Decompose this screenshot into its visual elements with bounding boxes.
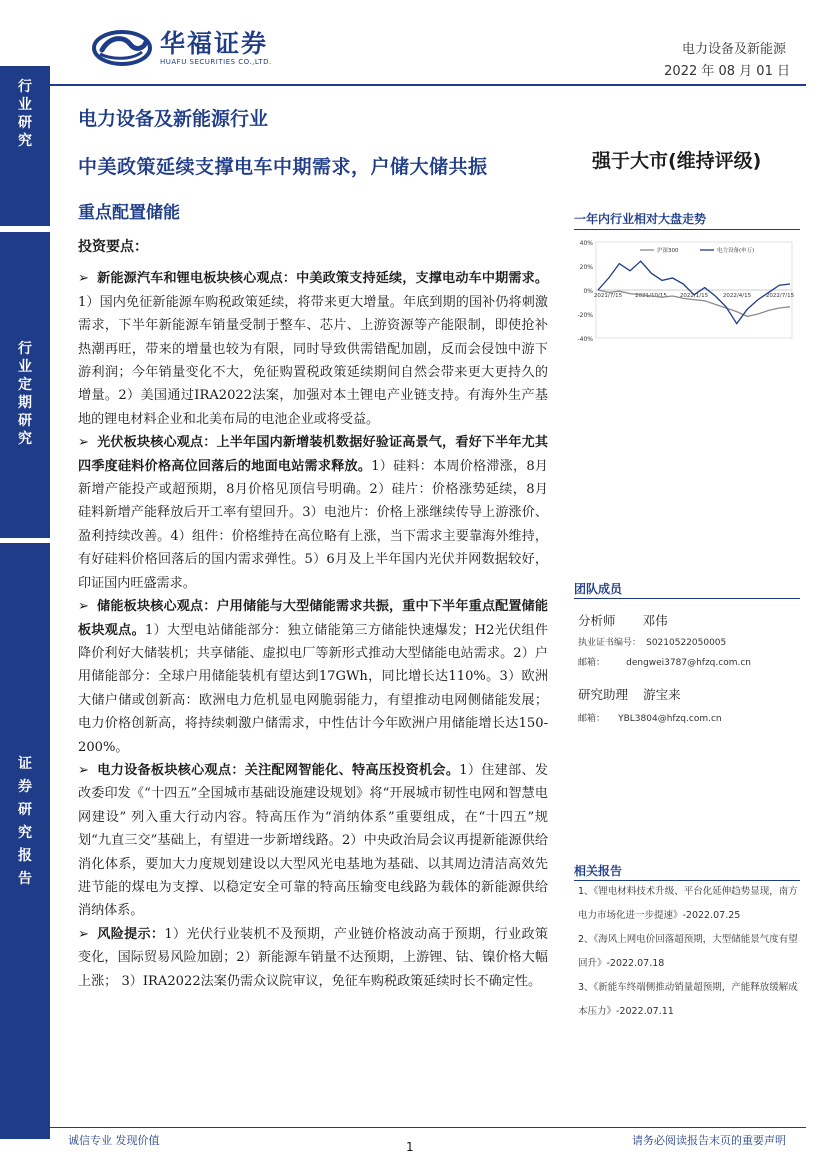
brand-logo [92,30,272,66]
point-energy-storage: ➢ 储能板块核心观点：户用储能与大型储能需求共振，重中下半年重点配置储能板块观点。1）大型电站储能部分：独立储能第三方储能快速爆发；H2光伏组件降价利好大储装机；共享储能、虚拟电厂等新形式推动大型储能电站需求。2）户用储能部分：全球户用储能装机有望达到17GWh，同比增长达110%。3）欧洲大储户储或创新高：欧洲电力危机显电网脆弱能力，有望推动电网侧储能发展；电力价格创新高，将持续刺激户储需求，中性估计今年欧洲户用储能增长达150-200%。 [78,599,548,755]
report-title-line2: 重点配置储能 [78,203,180,223]
header-divider [50,84,806,86]
point-ev-lithium: ➢ 新能源汽车和锂电板块核心观点：中美政策支持延续，支撑电动车中期需求。1）国内免征新能源车购税政策延续，将带来更大增量。年底到期的国补仍将刺激需求，下半年新能源车销量受制于整车、芯片、上游资源等产能限制，即使抢补热潮再旺，带来的增量也较为有限，同时导致供需错配加剧，反而会侵蚀中游下游利润；今年销量变化不大，免征购置税政策延续期间自然会带来更大更持久的增量。2）美国通过IRA2022法案，加强对本土锂电产业链支持。有海外生产基地的锂电材料企业和北美布局的电池企业或将受益。 [78,271,548,427]
bullet-arrow-icon: ➢ [78,762,89,778]
y-tick-label: 0% [583,288,593,295]
bullet-arrow-icon: ➢ [78,271,89,287]
bullet-arrow-icon: ➢ [78,435,89,451]
team-title-rule [574,598,800,599]
related-report-item[interactable]: 1、《锂电材料技术升级、平台化延伸趋势显现，南方电力市场化进一步提速》-2022.07.25 [578,886,798,921]
header-category: 电力设备及新能源 [681,42,786,57]
industry-title: 电力设备及新能源行业 [78,108,269,130]
section-title: 投资要点： [78,239,148,255]
footer-disclaimer: 请务必阅读报告末页的重要声明 [632,1134,786,1147]
assistant-role: 研究助理 [578,687,629,702]
team-title: 团队成员 [574,582,623,596]
chart-title-rule [574,229,800,230]
y-tick-label: -20% [577,312,593,319]
legend-label: 沪深300 [657,248,679,254]
related-report-item[interactable]: 2、《海风上网电价回落超预期，大型储能景气度有望回升》-2022.07.18 [578,934,798,969]
x-tick-label: 2022/4/15 [722,293,752,299]
logo-icon [92,30,152,66]
sidebar-tag-industry-research: 行 业 研 究 [0,66,50,226]
rating: 强于大市(维持评级) [592,150,762,172]
brand-name-cn: 华福证券 [160,29,269,58]
point-power-equipment: ➢ 电力设备板块核心观点：关注配网智能化、特高压投资机会。1）住建部、发改委印发《“十四五”全国城市基础设施建设规划》将“开展城市韧性电网和智慧电网建设” 列入重大行动内容。特高压作为“消纳体系”重要组成，在“十四五”规划“九直三交”基础上，有望进一步新增线路。2）中央政治局会议再提新能源供给消化体系，要加大力度规划建设以大型风光电基地为基础、以其周边清洁高效先进节能的煤电为支撑、以稳定安全可靠的特高压输变电线路为载体的新能源供给消纳体系。 [78,762,548,919]
bullet-arrow-icon: ➢ [78,599,89,615]
y-tick-label: 20% [579,264,593,271]
header-date: 2022 年 08 月 01 日 [664,64,790,79]
x-tick-label: 2022/7/15 [765,293,795,299]
related-title: 相关报告 [574,864,623,878]
analyst-cert-no: S0210522050005 [646,638,727,648]
y-tick-label: 40% [579,240,593,247]
y-tick-label: -40% [577,336,593,343]
investment-highlights [78,234,548,1134]
assistant-email-row: 邮箱： YBL3804@hfzq.com.cn [578,714,722,724]
chart-title: 一年内行业相对大盘走势 [574,212,707,226]
assistant-email[interactable]: YBL3804@hfzq.com.cn [618,714,722,724]
analyst-role: 分析师 [578,613,616,628]
brand-name-en: HUAFU SECURITIES CO.,LTD. [160,58,272,66]
bullet-arrow-icon: ➢ [78,926,89,942]
report-title-line1: 中美政策延续支撑电车中期需求，户储大储共振 [78,156,488,178]
footer-slogan: 诚信专业 发现价值 [68,1134,160,1147]
page-number: 1 [406,1140,414,1154]
sidebar-tag-securities-report: 证 券 研 究 报 告 [0,543,50,1139]
x-tick-label: 2021/10/15 [635,293,667,299]
sidebar-tag-periodic-research: 行 业 定 期 研 究 [0,232,50,538]
relative-performance-chart [566,236,802,344]
x-tick-label: 2021/7/15 [593,293,623,299]
analyst-name: 邓伟 [642,613,668,628]
analyst-cert-row: 执业证书编号： S0210522050005 [578,638,727,648]
x-tick-label: 2022/1/15 [679,293,709,299]
legend-label: 电力设备(申万) [717,248,755,254]
related-report-item[interactable]: 3、《新能车终端侧推动销量超预期，产能释放缓解成本压力》-2022.07.11 [578,982,798,1017]
assistant-row [578,684,681,703]
analyst-email-row: 邮箱： dengwei3787@hfzq.com.cn [578,658,751,668]
assistant-name: 游宝来 [643,687,681,702]
point-photovoltaic: ➢ 光伏板块核心观点：上半年国内新增装机数据好验证高景气，看好下半年尤其四季度硅料价格高位回落后的地面电站需求释放。1）硅料：本周价格滞涨，8月新增产能投产或超预期，8月价格见顶信号明确。2）硅片：价格涨势延续，8月硅料新增产能释放后开工率有望回升。3）电池片：价格上涨继续传导上游涨价、盈利持续改善。4）组件：价格维持在高位略有上涨，当下需求主要靠海外维持，有好硅料价格回落后的国内需求弹性。5）6月及上半年国内光伏并网数据较好，印证国内旺盛需求。 [78,435,548,591]
analyst-row [578,610,668,629]
sidebar [0,0,50,1169]
point-risk-warning: ➢ 风险提示：1）光伏行业装机不及预期，产业链价格波动高于预期，行业政策变化，国际贸易风险加剧；2）新能源车销量不达预期，上游锂、钴、镍价格大幅上涨； 3）IRA2022法案仍需众议院审议，免征车购税政策延续时长不确定性。 [78,926,548,989]
analyst-email[interactable]: dengwei3787@hfzq.com.cn [626,658,751,668]
footer-divider [50,1127,806,1128]
